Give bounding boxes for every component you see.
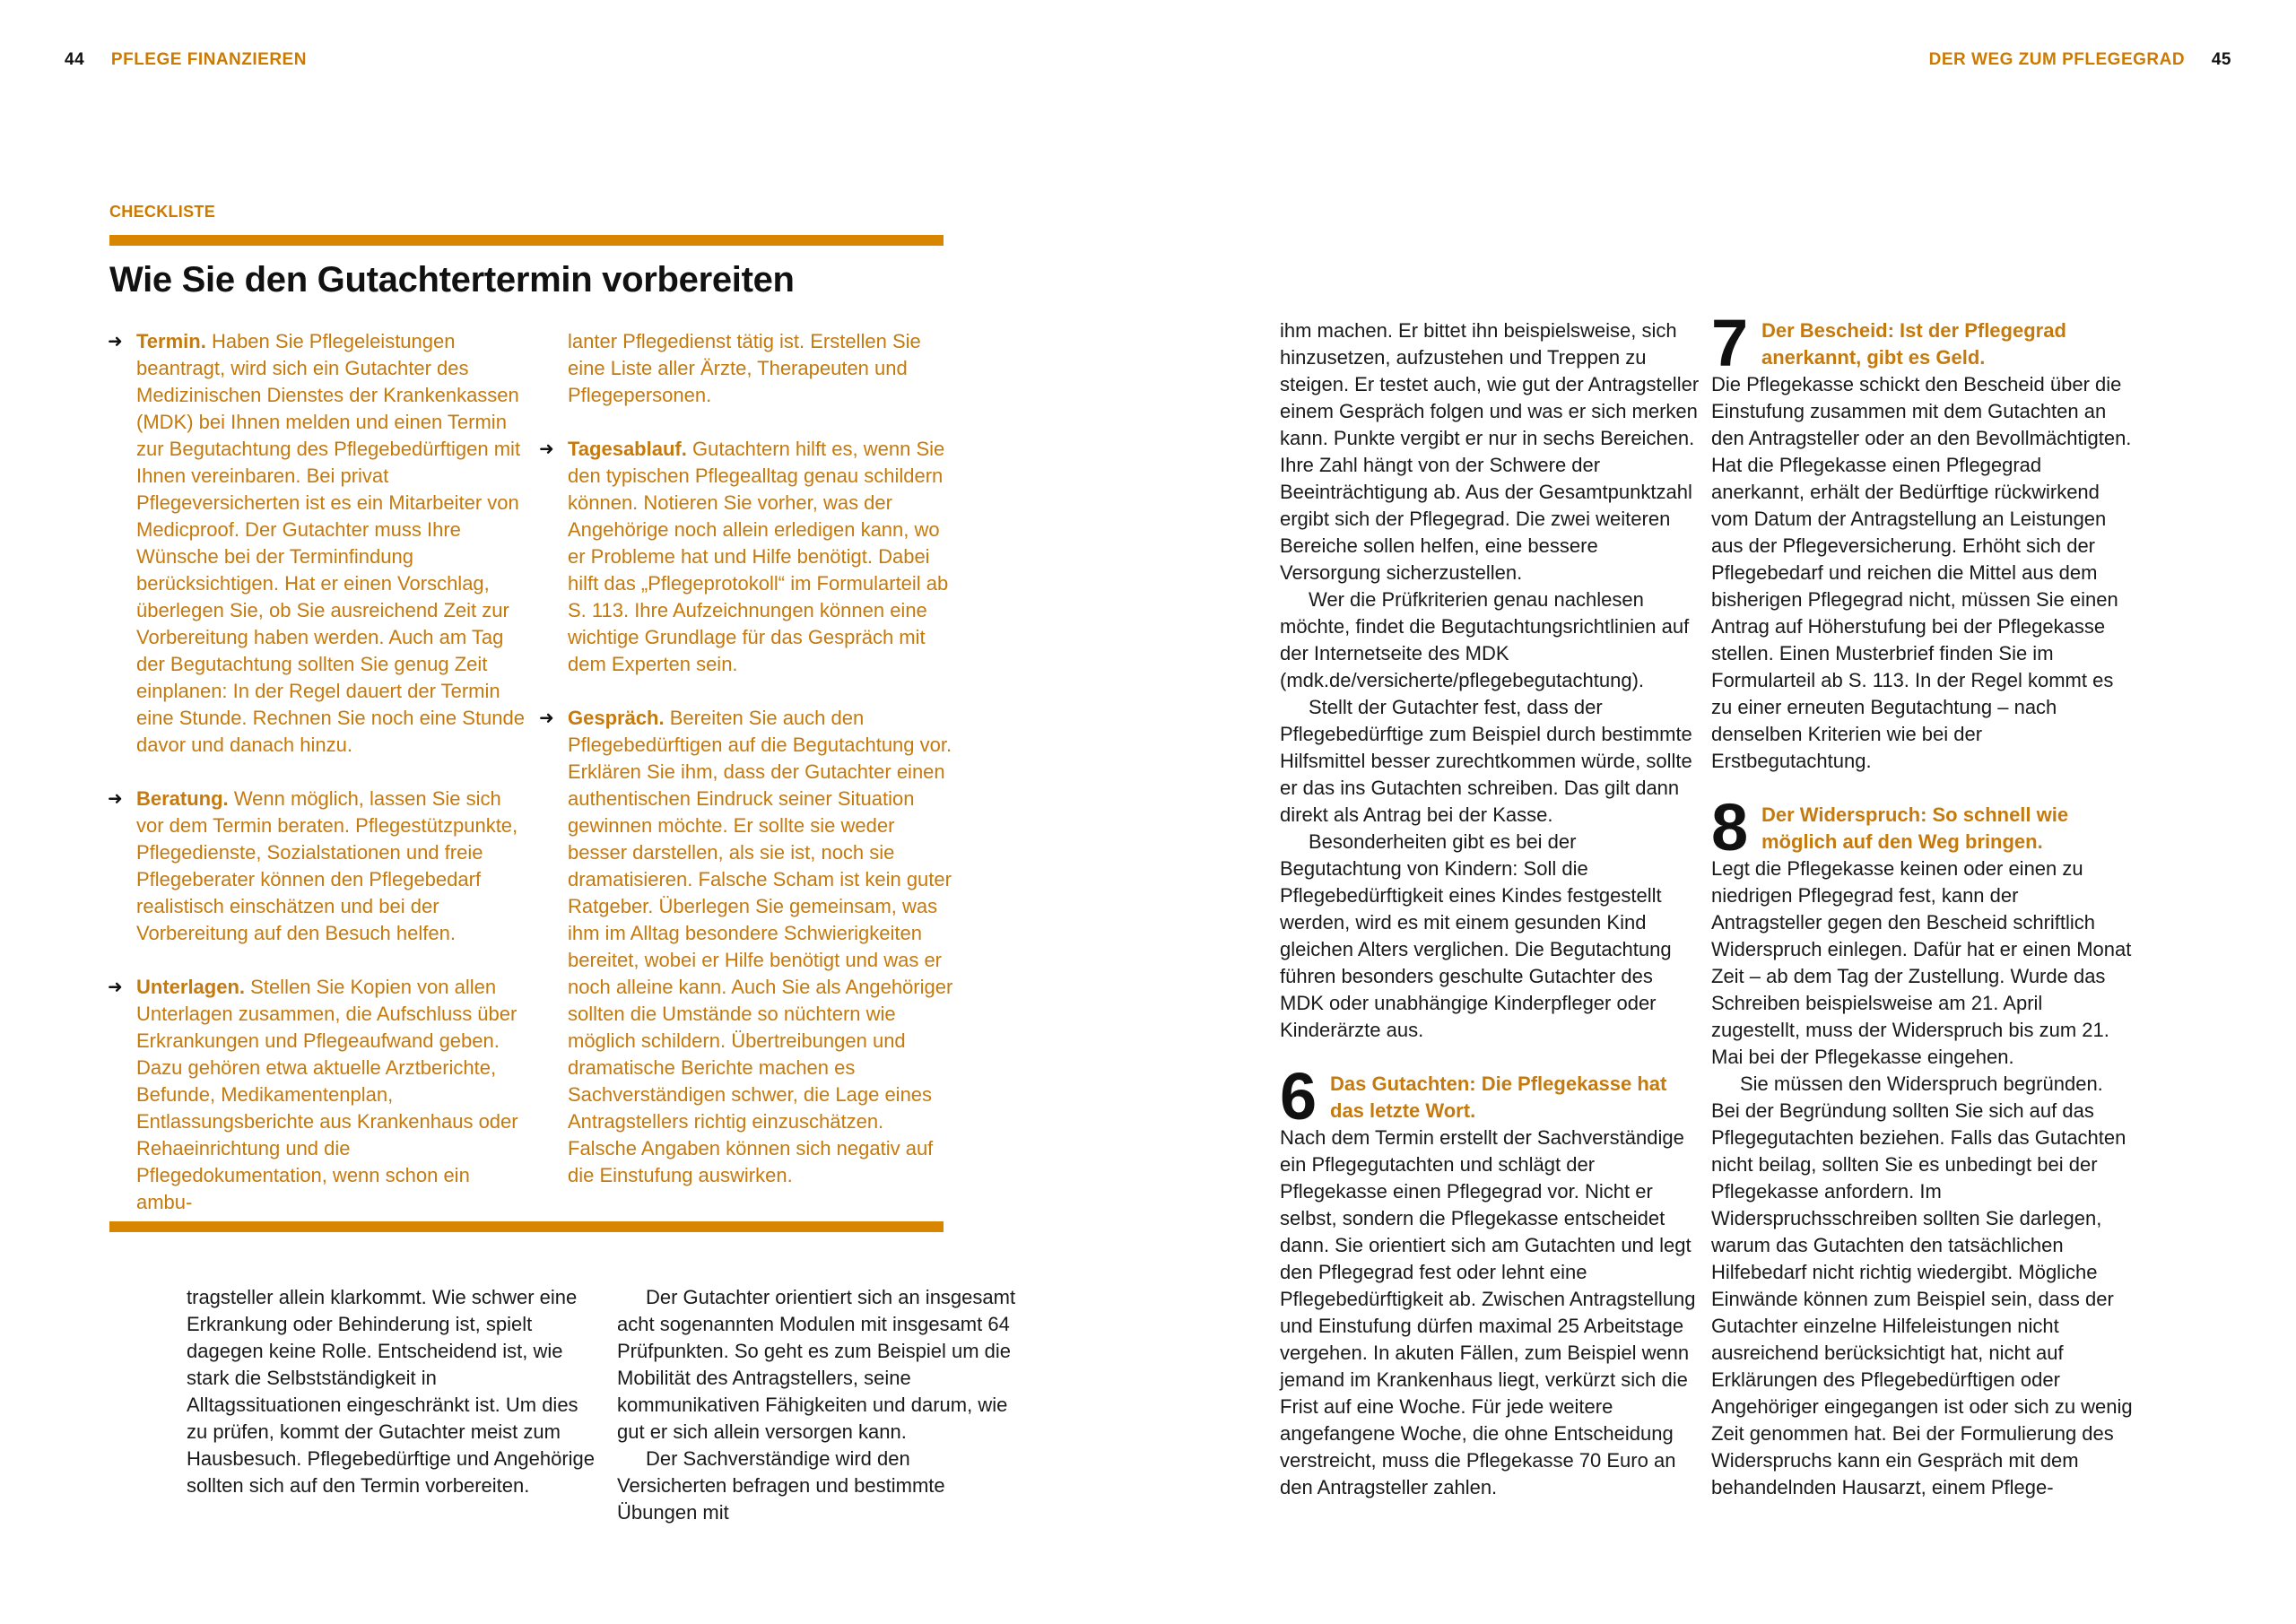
paragraph: Der Sachverständige wird den Versicherten befragen und bestimmte Übungen mit bbox=[617, 1447, 945, 1524]
item-text: Wenn möglich, lassen Sie sich vor dem Termin beraten. Pflegestützpunkte, Pflegedienste, Sozialstationen und freie Pflegeberater können den Pflegebedarf realistisch einschätzen und bei der Vorbereitung auf den Besuch helfen. bbox=[136, 787, 518, 944]
checklist-bottom-rule bbox=[109, 1221, 944, 1232]
step-number: 8 bbox=[1711, 790, 1749, 864]
item-text: Stellen Sie Kopien von allen Unterlagen zusammen, die Aufschluss über Erkrankungen und Pflegeaufwand geben. Dazu gehören etwa aktuelle Arztberichte, Befunde, Medikamentenplan, Entlassungsberichte aus Krankenhaus oder Rehaeinrichtung und die Pflegedokumentation, wenn schon ein ambu- bbox=[136, 976, 518, 1213]
page-number: 45 bbox=[2211, 50, 2231, 69]
paragraph: Sie müssen den Widerspruch begründen. Bei der Begründung sollten Sie sich auf das Pflegegutachten beziehen. Falls das Gutachten nicht beilag, sollten Sie es unbedingt bei der Pflegekasse anfordern. Im Widerspruchsschreiben sollten Sie darlegen, warum das Gutachten den tatsächlichen Hilfebedarf nicht richtig wiedergibt. Mögliche Einwände können zum Beispiel sein, dass der Gutachter einzelne Hilfeleistungen nicht ausreichend berücksichtigt hat, nicht auf Erklärungen des Pflegebedürftigen oder Angehöriger eingegangen ist oder sich zu wenig Zeit genommen hat. Bei der Formulierung des Widerspruchs kann ein Gespräch mit dem behandelnden Hausarzt, einem Pflege- bbox=[1711, 1073, 2133, 1498]
paragraph: Besonderheiten gibt es bei der Begutachtung von Kindern: Soll die Pflegebedürftigkeit eines Kindes festgestellt werden, wird es mit einem gesunden Kind gleichen Alters verglichen. Die Begutachtung führen besonders geschulte Gutachter des MDK oder unabhängige Kinderpfleger oder Kinderärzte aus. bbox=[1280, 830, 1672, 1041]
step-number: 6 bbox=[1280, 1059, 1318, 1133]
item-label: Termin. bbox=[136, 330, 206, 352]
paragraph: Legt die Pflegekasse keinen oder einen zu niedrigen Pflegegrad fest, kann der Antragsteller gegen den Bescheid schriftlich Widerspruch einlegen. Dafür hat er einen Monat Zeit – ab dem Tag der Zustellung. Wurde das Schreiben beispielsweise am 21. April zugestellt, muss der Widerspruch bis zum 21. Mai bei der Pflegekasse eingehen. bbox=[1711, 857, 2132, 1068]
checklist-item-beratung bbox=[108, 786, 531, 947]
paragraph: Stellt der Gutachter fest, dass der Pflegebedürftige zum Beispiel durch bestimmte Hilfsmittel besser zurechtkommen würde, sollte er das ins Gutachten schreiben. Das gilt dann direkt als Antrag bei der Kasse. bbox=[1280, 696, 1692, 826]
step-8 bbox=[1711, 790, 2133, 864]
page-number: 44 bbox=[65, 50, 85, 69]
item-label: Beratung. bbox=[136, 787, 229, 810]
checklist-title: Wie Sie den Gutachtertermin vorbereiten bbox=[109, 260, 795, 300]
arrow-right-icon: ➜ bbox=[539, 439, 554, 459]
running-header-left bbox=[65, 50, 307, 70]
checklist-item-continuation: lanter Pflegedienst tätig ist. Erstellen Sie eine Liste aller Ärzte, Therapeuten und Pflegepersonen. bbox=[568, 330, 921, 406]
checklist-item-termin bbox=[108, 328, 531, 759]
checklist-item-tagesablauf bbox=[539, 436, 953, 678]
step-heading: Das Gutachten: Die Pflegekasse hat das letzte Wort. bbox=[1330, 1073, 1667, 1122]
running-header-right bbox=[1929, 50, 2231, 70]
paragraph: Wer die Prüfkriterien genau nachlesen möchte, findet die Begutachtungsrichtlinien auf der Internetseite des MDK (mdk.de/versicherte/pflegebegutachtung). bbox=[1280, 588, 1690, 691]
paragraph: Nach dem Termin erstellt der Sachverständige ein Pflegegutachten und schlägt der Pflegekasse einen Pflegegrad vor. Nicht er selbst, sondern die Pflegekasse entscheidet dann. Sie orientiert sich am Gutachten und legt den Pflegegrad fest oder lehnt eine Pflegebedürftigkeit ab. Zwischen Antragstellung und Einstufung dürfen maximal 25 Arbeitstage vergehen. In akuten Fällen, zum Beispiel wenn jemand im Krankenhaus liegt, verkürzt sich die Frist auf eine Woche. Für jede weitere angefangene Woche, die ohne Entscheidung verstreicht, muss die Pflegekasse 70 Euro an den Antragsteller zahlen. bbox=[1280, 1126, 1696, 1498]
checklist-top-rule bbox=[109, 235, 944, 246]
left-page-body-column-1 bbox=[187, 1284, 595, 1499]
paragraph: tragsteller allein klarkommt. Wie schwer eine Erkrankung oder Behinderung ist, spielt dagegen keine Rolle. Entscheidend ist, wie stark die Selbstständigkeit in Alltagssituationen eingeschränkt ist. Um dies zu prüfen, kommt der Gutachter meist zum Hausbesuch. Pflegebedürftige und Angehörige sollten sich auf den Termin vorbereiten. bbox=[187, 1286, 596, 1497]
checklist-column-2 bbox=[539, 328, 953, 1216]
right-page-column-1 bbox=[1280, 317, 1701, 1501]
step-heading: Der Bescheid: Ist der Pflegegrad anerkannt, gibt es Geld. bbox=[1761, 319, 2066, 369]
checklist-item-unterlagen bbox=[108, 974, 531, 1216]
checklist-column-1 bbox=[108, 328, 531, 1243]
section-title: DER WEG ZUM PFLEGEGRAD bbox=[1928, 50, 2186, 69]
right-page-column-2 bbox=[1711, 306, 2133, 1501]
paragraph: ihm machen. Er bittet ihn beispielsweise, sich hinzusetzen, aufzustehen und Treppen zu steigen. Er testet auch, wie gut der Antragsteller einem Gespräch folgen und was er sich merken kann. Punkte vergibt er nur in sechs Bereichen. Ihre Zahl hängt von der Schwere der Beeinträchtigung ab. Aus der Gesamtpunktzahl ergibt sich der Pflegegrad. Die zwei weiteren Bereiche sollen helfen, eine bessere Versorgung sicherzustellen. bbox=[1280, 319, 1700, 584]
step-6 bbox=[1280, 1059, 1701, 1133]
arrow-right-icon: ➜ bbox=[108, 977, 123, 997]
paragraph: Der Gutachter orientiert sich an insgesamt acht sogenannten Modulen mit insgesamt 64 Prüfpunkten. So geht es zum Beispiel um die Mobilität des Antragstellers, seine kommunikativen Fähigkeiten und darum, wie gut er sich allein versorgen kann. bbox=[617, 1286, 1016, 1443]
step-heading: Der Widerspruch: So schnell wie möglich auf den Weg bringen. bbox=[1761, 803, 2069, 853]
checklist-item-gespraech bbox=[539, 705, 953, 1189]
step-number: 7 bbox=[1711, 306, 1749, 380]
item-text: Bereiten Sie auch den Pflegebedürftigen auf die Begutachtung vor. Erklären Sie ihm, dass der Gutachter einen authentischen Eindruck seiner Situation gewinnen möchte. Er sollte sie weder besser darstellen, als sie ist, noch sie dramatisieren. Falsche Scham ist kein guter Ratgeber. Überlegen Sie gemeinsam, was ihm im Alltag besondere Schwierigkeiten bereitet, wobei er Hilfe benötigt und was er noch alleine kann. Auch Sie als Angehöriger sollten die Umstände so nüchtern wie möglich schildern. Übertreibungen und dramatische Berichte machen es Sachverständigen schwer, die Lage eines Antragstellers richtig einzuschätzen. Falsche Angaben können sich negativ auf die Einstufung auswirken. bbox=[568, 707, 953, 1186]
checklist-kicker: CHECKLISTE bbox=[109, 203, 216, 221]
item-label: Gespräch. bbox=[568, 707, 665, 729]
arrow-right-icon: ➜ bbox=[108, 332, 123, 352]
item-text: Gutachtern hilft es, wenn Sie den typischen Pflegealltag genau schildern können. Notieren Sie vorher, was der Angehörige noch allein erledigen kann, wo er Probleme hat und Hilfe benötigt. Dabei hilft das „Pflegeprotokoll“ im Formularteil ab S. 113. Ihre Aufzeichnungen können eine wichtige Grundlage für das Gespräch mit dem Experten sein. bbox=[568, 438, 949, 675]
item-label: Unterlagen. bbox=[136, 976, 246, 998]
arrow-right-icon: ➜ bbox=[539, 708, 554, 728]
arrow-right-icon: ➜ bbox=[108, 789, 123, 809]
item-label: Tagesablauf. bbox=[568, 438, 687, 460]
step-7 bbox=[1711, 306, 2133, 380]
left-page-body-column-2 bbox=[617, 1284, 1025, 1526]
item-text: Haben Sie Pflegeleistungen beantragt, wird sich ein Gutachter des Medizinischen Dienstes der Krankenkassen (MDK) bei Ihnen melden und einen Termin zur Begutachtung des Pflegebedürftigen mit Ihnen vereinbaren. Bei privat Pflegeversicherten ist es ein Mitarbeiter von Medicproof. Der Gutachter muss Ihre Wünsche bei der Terminfindung berücksichtigen. Hat er einen Vorschlag, überlegen Sie, ob Sie ausreichend Zeit zur Vorbereitung haben werden. Auch am Tag der Begutachtung sollten Sie genug Zeit einplanen: In der Regel dauert der Termin eine Stunde. Rechnen Sie noch eine Stunde davor und danach hinzu. bbox=[136, 330, 525, 756]
section-title: PFLEGE FINANZIEREN bbox=[110, 50, 307, 69]
paragraph: Die Pflegekasse schickt den Bescheid über die Einstufung zusammen mit dem Gutachten an den Antragsteller oder an den Bevollmächtigten. Hat die Pflegekasse einen Pflegegrad anerkannt, erhält der Bedürftige rückwirkend vom Datum der Antragstellung an Leistungen aus der Pflegeversicherung. Erhöht sich der Pflegebedarf und reichen die Mittel aus dem bisherigen Pflegegrad nicht, müssen Sie einen Antrag auf Höherstufung bei der Pflegekasse stellen. Einen Musterbrief finden Sie im Formularteil ab S. 113. In der Regel kommt es zu einer erneuten Begutachtung – nach denselben Kriterien wie bei der Erstbegutachtung. bbox=[1711, 373, 2132, 772]
